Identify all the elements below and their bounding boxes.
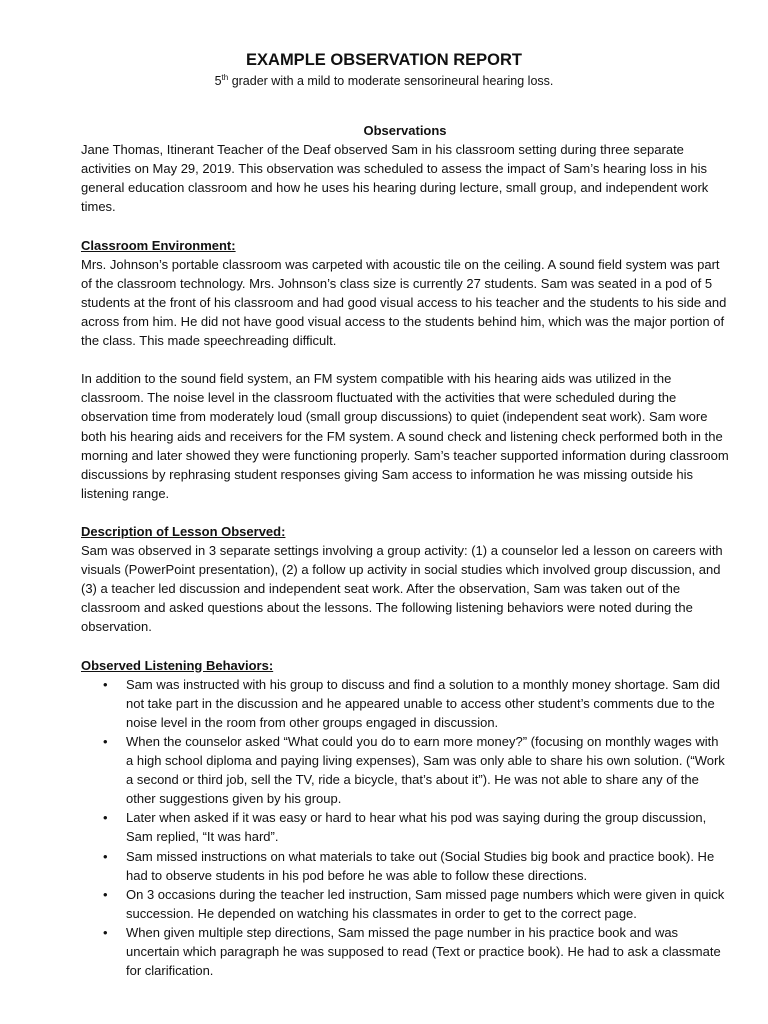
list-item [103,885,729,923]
listening-behaviors-list [81,675,729,981]
lesson-observed-heading: Description of Lesson Observed: [81,523,286,539]
list-item [103,808,729,846]
report-subtitle [0,74,768,88]
list-item-text: Sam missed instructions on what materials to take out (Social Studies big book and practice book). He had to observe students in his pod before he was able to follow these directions. [126,848,715,883]
list-item-text: On 3 occasions during the teacher led instruction, Sam missed page numbers which were given in quick succession. He depended on watching his classmates in order to get to the correct page. [126,886,725,921]
bullet-icon: • [103,886,108,902]
report-body [81,121,729,980]
observations-heading: Observations [363,123,447,138]
list-item-text: Later when asked if it was easy or hard to hear what his pod was saying during the group discussion, Sam replied, “It was hard”. [126,810,707,845]
subtitle-text: grader with a mild to moderate sensorineural hearing loss. [228,74,554,88]
bullet-icon: • [103,734,108,749]
observations-paragraph: Jane Thomas, Itinerant Teacher of the Deaf observed Sam in his classroom setting during three separate activities on May 29, 2019. This observation was scheduled to assess the impact of Sam’s hearing loss in his general education classroom and how he uses his hearing during lecture, small group, and independent work times. [81,142,709,215]
bullet-icon: • [103,924,108,940]
spacer [81,350,729,369]
spacer [81,503,729,522]
bullet-icon: • [103,848,108,864]
listening-behaviors-heading: Observed Listening Behaviors: [81,657,274,673]
classroom-environment-heading: Classroom Environment: [81,237,236,253]
grade-number: 5 [214,74,222,88]
spacer [81,216,729,235]
classroom-environment-paragraph-1: Mrs. Johnson’s portable classroom was carpeted with acoustic tile on the ceiling. A sound field system was part of the classroom technology. Mrs. Johnson’s class size is currently 27 students. Sam was seated in a pod of 5 students at the front of his classroom and had good visual access to his teacher and the students to his side and across from him. He did not have good visual access to the students behind him, which was the major portion of the class. This made speechreading difficult. [81,256,727,349]
list-item [103,847,729,885]
list-item [103,732,729,808]
report-title: EXAMPLE OBSERVATION REPORT [246,51,522,69]
list-item [103,923,729,980]
lesson-observed-paragraph: Sam was observed in 3 separate settings involving a group activity: (1) a counselor led a lesson on careers with visuals (PowerPoint presentation), (2) a follow up activity in social studies which involved group discussion, and (3) a teacher led discussion and independent seat work. After the observation, Sam was taken out of the classroom and asked questions about the lessons. The following listening behaviors were noted during the observation. [81,543,723,635]
bullet-icon: • [103,676,108,692]
bullet-icon: • [103,810,108,826]
list-item-text: Sam was instructed with his group to discuss and find a solution to a monthly money shortage. Sam did not take part in the discussion and he appeared unable to access other student’s comments due to the noise level in the room from other groups engaged in discussion. [126,676,720,730]
list-item-text: When the counselor asked “What could you do to earn more money?” (focusing on monthly wages with a high school diploma and paying living expenses), Sam was only able to share his own solution. (“Work a second or third job, sell the TV, ride a bicycle, that’s about it”). He was not able to share any of the other suggestions given by his group. [126,734,725,807]
grade-ordinal-suffix: th [221,73,229,82]
list-item-text: When given multiple step directions, Sam missed the page number in his practice book and was uncertain which paragraph he was supposed to read (Text or practice book). He had to ask a classmate for clarification. [126,924,721,979]
spacer [81,637,729,656]
list-item [103,675,729,732]
classroom-environment-paragraph-2: In addition to the sound field system, an FM system compatible with his hearing aids was utilized in the classroom. The noise level in the classroom fluctuated with the activities that were scheduled during the observation time from moderately loud (small group discussions) to quiet (independent seat work). Sam wore both his hearing aids and receivers for the FM system. A sound check and listening check performed both in the morning and later showed they were functioning properly. Sam’s teacher supported information during classroom discussions by rephrasing student responses giving Sam access to information he was missing outside his listening range. [81,371,729,501]
